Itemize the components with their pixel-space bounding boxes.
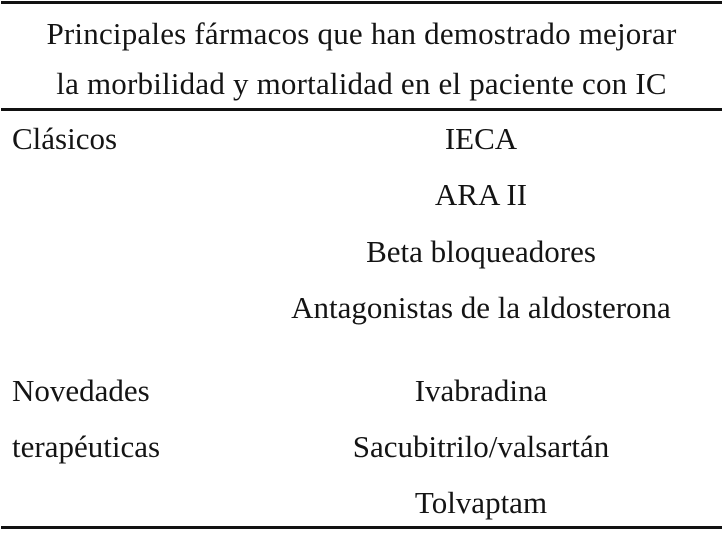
table-title-line-2: la morbilidad y mortalidad en el paciente con IC: [56, 66, 667, 101]
drug-beta-bloqueadores: Beta bloqueadores: [366, 234, 596, 269]
drug-tolvaptam: Tolvaptam: [414, 485, 548, 520]
drug-ieca: IECA: [444, 121, 518, 156]
table-title-line-1: Principales fármacos que han demostrado mejorar: [46, 16, 677, 51]
drug-ivabradina: Ivabradina: [414, 373, 548, 408]
drug-sacubitrilo-valsartan: Sacubitrilo/valsartán: [352, 429, 610, 464]
drug-ara-ii: ARA II: [434, 177, 528, 212]
category-novedades-line-2: terapéuticas: [12, 429, 161, 464]
table-header-rule: [1, 108, 722, 111]
category-novedades-line-1: Novedades: [12, 373, 150, 408]
category-clasicos: Clásicos: [12, 121, 118, 156]
drug-antagonistas-aldosterona: Antagonistas de la aldosterona: [291, 290, 671, 325]
table-top-rule: [1, 1, 722, 4]
table-bottom-rule: [1, 526, 722, 529]
